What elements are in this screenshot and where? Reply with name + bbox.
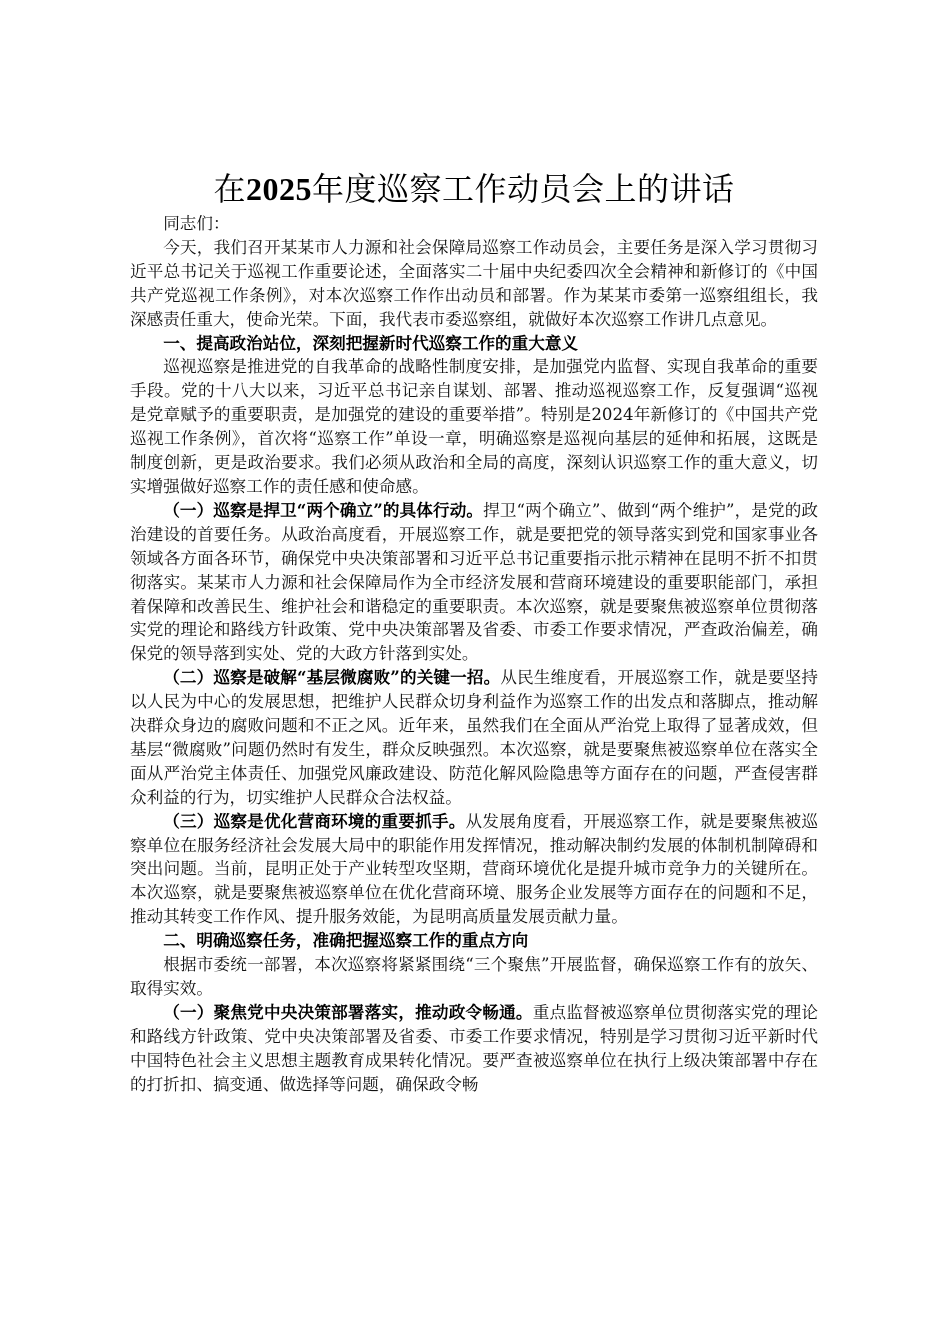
title-year: 2025 [246,171,312,207]
section-1-item-1 [130,499,818,666]
section-2-item-1-body: 重点监督被巡察单位贯彻落实党的理论和路线方针政策、党中央决策部署及省委、市委工作要求情况，特别是学习贯彻习近平新时代中国特色社会主义思想主题教育成果转化情况。要严查被巡察单位在执行上级决策部署中存在的打折扣、搞变通、做选择等问题，确保政令畅 [130,1002,819,1094]
section-2-paragraph: 根据市委统一部署，本次巡察将紧紧围绕“三个聚焦”开展监督，确保巡察工作有的放矢、取得实效。 [130,955,818,998]
intro-paragraph: 今天，我们召开某某市人力源和社会保障局巡察工作动员会，主要任务是深入学习贯彻习近平总书记关于巡视工作重要论述，全面落实二十届中央纪委四次全会精神和新修订的《中国共产党巡视工作条例》，对本次巡察工作作出动员和部署。作为某某市委第一巡察组组长，我深感责任重大，使命光荣。下面，我代表市委巡察组，就做好本次巡察工作讲几点意见。 [130,237,818,329]
section-1-item-2 [130,666,818,809]
section-2-heading: 二、明确巡察任务，准确把握巡察工作的重点方向 [163,930,529,951]
salutation: 同志们： [163,214,230,233]
title-prefix: 在 [213,170,246,208]
section-1-item-2-body: 从民生维度看，开展巡察工作，就是要坚持以人民为中心的发展思想，把维护人民群众切身利益作为巡察工作的出发点和落脚点，推动解决群众身边的腐败问题和不正之风。近年来，虽然我们在全面从严治党上取得了显著成效，但基层“微腐败”问题仍然时有发生，群众反映强烈。本次巡察，就是要聚焦被巡察单位在落实全面从严治党主体责任、加强党风廉政建设、防范化解风险隐患等方面存在的问题，严查侵害群众利益的行为，切实维护人民群众合法权益。 [130,668,819,807]
title-suffix: 年度巡察工作动员会上的讲话 [312,170,735,208]
document-body [130,168,818,1097]
section-1-item-1-body: 捍卫“两个确立”、做到“两个维护”，是党的政治建设的首要任务。从政治高度看，开展巡察工作，就是要把党的领导落实到党和国家事业各领域各方面各环节，确保党中央决策部署和习近平总书记重要指示批示精神在昆明不折不扣贯彻落实。某某市人力源和社会保障局作为全市经济发展和营商环境建设的重要职能部门，承担着保障和改善民生、维护社会和谐稳定的重要职责。本次巡察，就是要聚焦被巡察单位贯彻落实党的理论和路线方针政策、党中央决策部署及省委、市委工作要求情况，严查政治偏差，确保党的领导落到实处、党的大政方针落到实处。 [130,500,819,664]
section-2-item-1 [130,1001,818,1097]
section-1-item-3-body: 从发展角度看，开展巡察工作，就是要聚焦被巡察单位在服务经济社会发展大局中的职能作用发挥情况，推动解决制约发展的体制机制障碍和突出问题。当前，昆明正处于产业转型攻坚期，营商环境优化是提升城市竞争力的关键所在。本次巡察，就是要聚焦被巡察单位在优化营商环境、服务企业发展等方面存在的问题和不足，推动其转变工作作风、提升服务效能，为昆明高质量发展贡献力量。 [130,811,819,927]
section-1-item-3-heading: （三）巡察是优化营商环境的重要抓手。 [163,810,466,831]
document-title [130,168,818,210]
section-1-item-1-heading: （一）巡察是捍卫“两个确立”的具体行动。 [163,499,484,520]
section-1-heading: 一、提高政治站位，深刻把握新时代巡察工作的重大意义 [163,332,579,353]
section-1-paragraph: 巡视巡察是推进党的自我革命的战略性制度安排，是加强党内监督、实现自我革命的重要手段。党的十八大以来，习近平总书记亲自谋划、部署、推动巡视巡察工作，反复强调“巡视是党章赋予的重要职责，是加强党的建设的重要举措”。特别是2024年新修订的《中国共产党巡视工作条例》，首次将“巡察工作”单设一章，明确巡察是巡视向基层的延伸和拓展，这既是制度创新，更是政治要求。我们必须从政治和全局的高度，深刻认识巡察工作的重大意义，切实增强做好巡察工作的责任感和使命感。 [130,357,818,496]
section-1-item-2-heading: （二）巡察是破解“基层微腐败”的关键一招。 [163,667,501,688]
section-1-item-3 [130,810,818,930]
section-2-item-1-heading: （一）聚焦党中央决策部署落实，推动政令畅通。 [163,1001,533,1022]
